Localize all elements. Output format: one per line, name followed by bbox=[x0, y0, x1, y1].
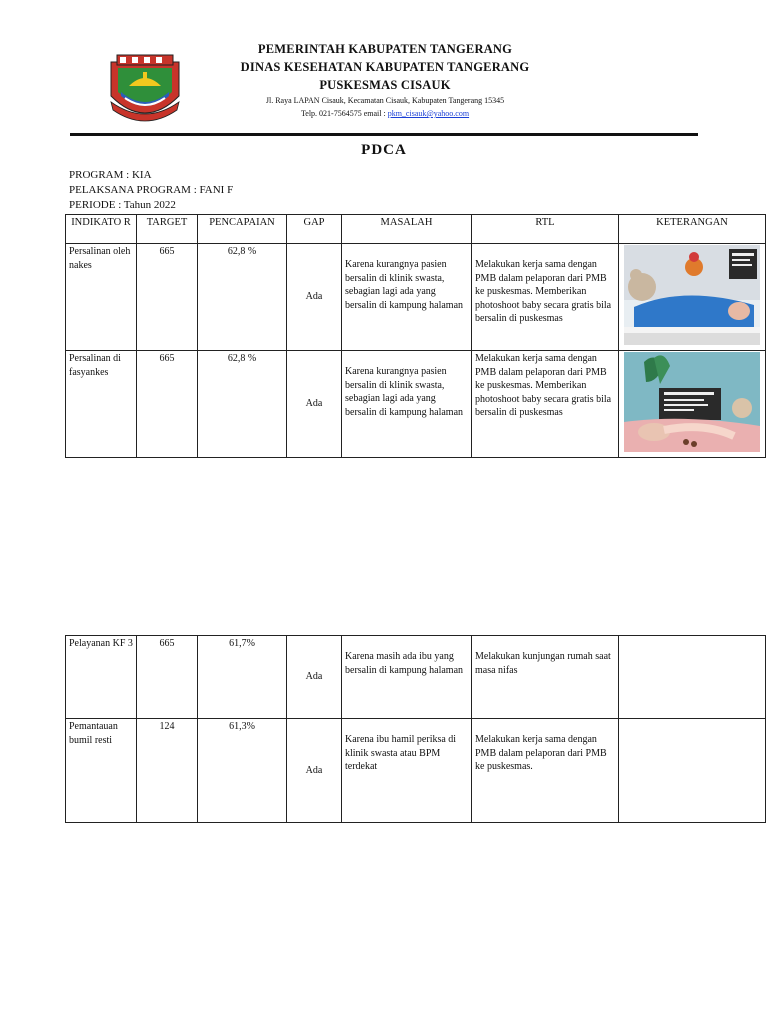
table-row bbox=[66, 244, 766, 351]
letterhead-address: Jl. Raya LAPAN Cisauk, Kecamatan Cisauk, Kabupaten Tangerang 15345 bbox=[265, 96, 505, 105]
letterhead-contact bbox=[200, 109, 570, 118]
cell-keterangan bbox=[619, 351, 766, 458]
cell-pencapaian: 62,8 % bbox=[198, 351, 287, 458]
cell-rtl: Melakukan kerja sama dengan PMB dalam pelaporan dari PMB ke puskesmas. bbox=[472, 719, 619, 823]
cell-rtl: Melakukan kerja sama dengan PMB dalam pelaporan dari PMB ke puskesmas. Memberikan photoshoot baby secara gratis bila bersalin di puskesmas bbox=[472, 351, 619, 458]
letterhead-department: DINAS KESEHATAN KABUPATEN TANGERANG bbox=[240, 60, 530, 74]
header-divider bbox=[70, 133, 698, 136]
cell-keterangan bbox=[619, 719, 766, 823]
letterhead-puskesmas: PUSKESMAS CISAUK bbox=[319, 78, 451, 92]
cell-gap: Ada bbox=[287, 244, 342, 351]
cell-pencapaian: 62,8 % bbox=[198, 244, 287, 351]
pdca-table-continued bbox=[65, 635, 766, 823]
cell-masalah: Karena ibu hamil periksa di klinik swasta atau BPM terdekat bbox=[342, 719, 472, 823]
cell-masalah: Karena kurangnya pasien bersalin di klinik swasta, sebagian lagi ada yang bersalin di kampung halaman bbox=[342, 244, 472, 351]
phone-text: Telp. 021-7564575 email : bbox=[300, 109, 386, 118]
cell-rtl: Melakukan kerja sama dengan PMB dalam pelaporan dari PMB ke puskesmas. Memberikan photoshoot baby secara gratis bila bersalin di puskesmas bbox=[472, 244, 619, 351]
cell-indikator: Pemantauan bumil resti bbox=[66, 719, 137, 823]
header-keterangan: KETERANGAN bbox=[619, 215, 766, 244]
program-label: PROGRAM : KIA bbox=[69, 169, 152, 181]
tangerang-regency-logo-icon bbox=[107, 52, 183, 122]
header-target: TARGET bbox=[137, 215, 198, 244]
cell-target: 665 bbox=[137, 244, 198, 351]
cell-target: 665 bbox=[137, 351, 198, 458]
cell-keterangan bbox=[619, 636, 766, 719]
cell-target: 124 bbox=[137, 719, 198, 823]
cell-masalah: Karena kurangnya pasien bersalin di klinik swasta, sebagian lagi ada yang bersalin di kampung halaman bbox=[342, 351, 472, 458]
cell-indikator: Persalinan di fasyankes bbox=[66, 351, 137, 458]
letterhead-government: PEMERINTAH KABUPATEN TANGERANG bbox=[257, 42, 513, 56]
cell-keterangan bbox=[619, 244, 766, 351]
email-link[interactable]: pkm_cisauk@yahoo.com bbox=[387, 109, 470, 118]
cell-gap: Ada bbox=[287, 719, 342, 823]
table-row bbox=[66, 351, 766, 458]
header-pencapaian: PENCAPAIAN bbox=[198, 215, 287, 244]
pdca-table bbox=[65, 214, 766, 458]
page-title: PDCA bbox=[361, 142, 407, 158]
cell-indikator: Pelayanan KF 3 bbox=[66, 636, 137, 719]
pelaksana-label: PELAKSANA PROGRAM : FANI F bbox=[69, 184, 234, 196]
cell-gap: Ada bbox=[287, 351, 342, 458]
header-indikator: INDIKATO R bbox=[66, 215, 137, 244]
cell-gap: Ada bbox=[287, 636, 342, 719]
header-masalah: MASALAH bbox=[342, 215, 472, 244]
cell-masalah: Karena masih ada ibu yang bersalin di kampung halaman bbox=[342, 636, 472, 719]
header-gap: GAP bbox=[287, 215, 342, 244]
cell-indikator: Persalinan oleh nakes bbox=[66, 244, 137, 351]
cell-pencapaian: 61,3% bbox=[198, 719, 287, 823]
table-row bbox=[66, 636, 766, 719]
periode-label: PERIODE : Tahun 2022 bbox=[69, 199, 176, 211]
cell-target: 665 bbox=[137, 636, 198, 719]
newborn-photo-image bbox=[624, 352, 760, 452]
header-rtl: RTL bbox=[472, 215, 619, 244]
table-header-row bbox=[66, 215, 766, 244]
newborn-photo-image bbox=[624, 245, 760, 345]
cell-rtl: Melakukan kunjungan rumah saat masa nifas bbox=[472, 636, 619, 719]
cell-pencapaian: 61,7% bbox=[198, 636, 287, 719]
table-row bbox=[66, 719, 766, 823]
